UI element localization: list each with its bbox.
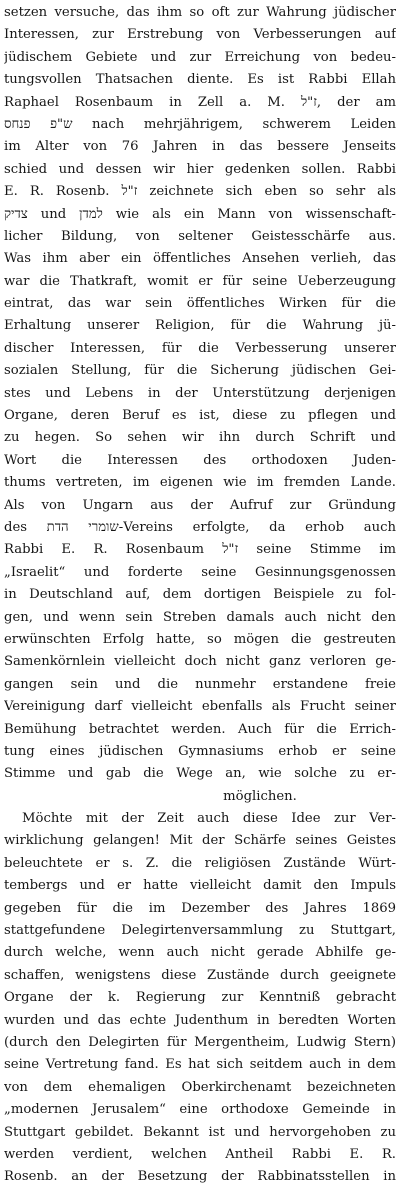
text-line: jüdischem Gebiete und zur Erreichung von bedeu- xyxy=(4,49,396,65)
text-line: schied und dessen wir hier gedenken sollen. Rabbi xyxy=(4,161,396,177)
text-line: sozialen Stellung, für die Sicherung jüdischen Gei- xyxy=(4,363,396,379)
text-line: Rabbi E. R. Rosenbaum ז"ל seine Stimme im xyxy=(4,542,396,558)
text-line: erwünschten Erfolg hatte, so mögen die gestreuten xyxy=(4,631,396,647)
text-line: Rosenb. an der Besetzung der Rabbinatsstellen in xyxy=(4,1169,396,1185)
text-line: beleuchtete er s. Z. die religiösen Zustände Würt- xyxy=(4,855,396,871)
text-line: Interessen, zur Erstrebung von Verbesserungen auf xyxy=(4,27,396,43)
text-line: thums vertreten, im eigenen wie im fremden Lande. xyxy=(4,475,396,491)
text-line: (durch den Delegirten für Mergentheim, Ludwig Stern) xyxy=(4,1034,396,1050)
text-line: tung eines jüdischen Gymnasiums erhob er seine xyxy=(4,743,396,759)
text-line: gegeben für die im Dezember des Jahres 1869 xyxy=(4,900,396,916)
text-line: schaffen, wenigstens diese Zustände durch geeignete xyxy=(4,967,396,983)
text-line: Als von Ungarn aus der Aufruf zur Gründung xyxy=(4,497,396,513)
text-line: war die Thatkraft, womit er für seine Ueberzeugung xyxy=(4,273,396,289)
text-line: Wort die Interessen des orthodoxen Juden- xyxy=(4,452,396,468)
text-line: „modernen Jerusalem“ eine orthodoxe Gemeinde in xyxy=(4,1102,396,1118)
text-line: Raphael Rosenbaum in Zell a. M. ז"ל, der am xyxy=(4,94,396,110)
text-line: setzen versuche, das ihm so oft zur Wahrung jüdischer xyxy=(4,5,396,20)
text-line: tembergs und er hatte vielleicht damit den Impuls xyxy=(4,878,396,894)
text-line: des שומרי הדת-Vereins erfolgte, da erhob auch xyxy=(4,519,396,535)
text-line: seine Vertretung fand. Es hat sich seitdem auch in dem xyxy=(4,1057,396,1073)
text-line: in Deutschland auf, dem dortigen Beispiele zu fol- xyxy=(4,587,396,603)
text-line: wurden und das echte Judenthum in beredten Worten xyxy=(4,1012,396,1028)
text-line: Samenkörnlein vielleicht doch nicht ganz verloren ge- xyxy=(4,654,396,670)
text-line: Stuttgart gebildet. Bekannt ist und hervorgehoben zu xyxy=(4,1124,396,1140)
article-column xyxy=(4,2,396,1189)
text-line: stes und Lebens in der Unterstützung derjenigen xyxy=(4,385,396,401)
text-line: Organe der k. Regierung zur Kenntniß gebracht xyxy=(4,990,396,1006)
text-line: zu hegen. So sehen wir ihn durch Schrift und xyxy=(4,430,396,446)
text-line: „Israelit“ und forderte seine Gesinnungsgenossen xyxy=(4,564,396,580)
text-line: wirklichung gelangen! Mit der Schärfe seines Geistes xyxy=(4,833,396,849)
text-line: Was ihm aber ein öffentliches Ansehen verlieh, das xyxy=(4,251,396,267)
text-line: von dem ehemaligen Oberkirchenamt bezeichneten xyxy=(4,1079,396,1095)
text-line: Stimme und gab die Wege an, wie solche zu er- xyxy=(4,766,396,782)
text-line: gangen sein und die nunmehr erstandene freie xyxy=(4,676,396,692)
paragraph-end-line: möglichen. xyxy=(223,788,297,804)
text-line: Organe, deren Beruf es ist, diese zu pflegen und xyxy=(4,408,396,424)
text-line: Erhaltung unserer Religion, für die Wahrung jü- xyxy=(4,318,396,334)
text-line: gen, und wenn sein Streben damals auch nicht den xyxy=(4,609,396,625)
text-line: discher Interessen, für die Verbesserung unserer xyxy=(4,340,396,356)
text-line: im Alter von 76 Jahren in das bessere Jenseits xyxy=(4,139,396,155)
text-line: Bemühung betrachtet werden. Auch für die Errich- xyxy=(4,721,396,737)
text-line: licher Bildung, von seltener Geistesschärfe aus. xyxy=(4,228,396,244)
text-line: E. R. Rosenb. ז"ל zeichnete sich eben so sehr als xyxy=(4,184,396,200)
paragraph-start-line: Möchte mit der Zeit auch diese Idee zur Ver- xyxy=(22,811,396,827)
text-line: durch welche, wenn auch nicht gerade Abhilfe ge- xyxy=(4,945,396,961)
text-line: eintrat, das war sein öffentliches Wirken für die xyxy=(4,296,396,312)
text-line: Vereinigung darf vielleicht ebenfalls als Frucht seiner xyxy=(4,699,396,715)
text-line: tungsvollen Thatsachen diente. Es ist Rabbi Ellah xyxy=(4,72,396,88)
text-line: ש"פ פנחס nach mehrjährigem, schwerem Leiden xyxy=(4,116,396,132)
text-line: צדיק und למדן wie als ein Mann von wissenschaft- xyxy=(4,206,396,222)
text-line: werden verdient, welchen Antheil Rabbi E. R. xyxy=(4,1146,396,1162)
text-line: stattgefundene Delegirtenversammlung zu Stuttgart, xyxy=(4,923,396,939)
